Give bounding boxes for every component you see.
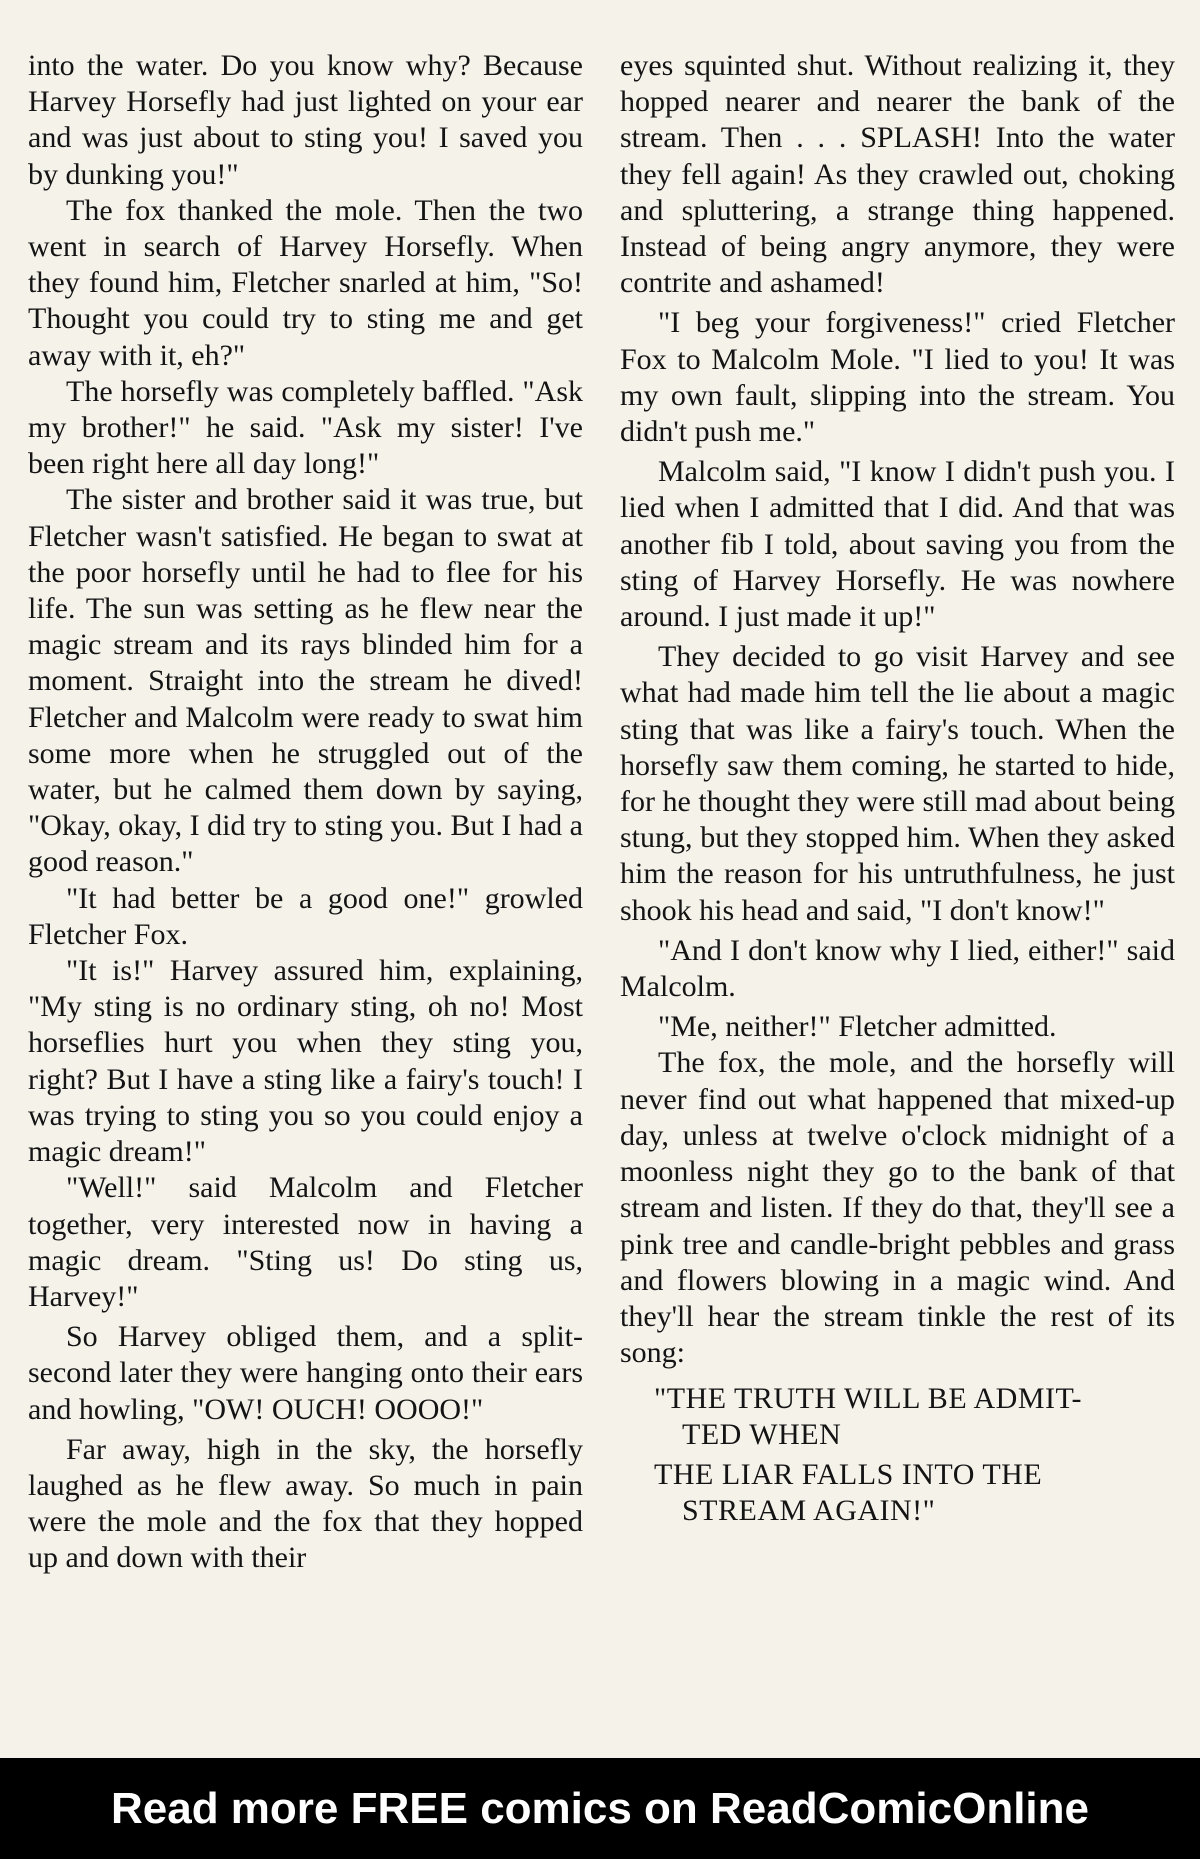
footer-banner <box>0 1758 1200 1859</box>
song-verse <box>620 1381 1175 1529</box>
song-line: "THE TRUTH WILL BE ADMIT- <box>654 1382 1083 1416</box>
paragraph: The sister and brother said it was true, but Fletcher wasn't satisfied. He began to swat at the poor horsefly until he had to flee for his life. The sun was setting as he flew near the magic stream and its rays blinded him for a moment. Straight into the stream he dived! Fletcher and Malcolm were ready to swat him some more when he struggled out of the water, but he calmed them down by saying, "Okay, okay, I did try to sting you. But I had a good reason." <box>28 483 583 879</box>
song-line: STREAM AGAIN!" <box>682 1494 936 1528</box>
paragraph: "It is!" Harvey assured him, explaining, "My sting is no ordinary sting, oh no! Most horseflies hurt you when they sting you, right? But I have a sting like a fairy's touch! I was trying to sting you so you could enjoy a magic dream!" <box>28 954 583 1169</box>
paragraph: into the water. Do you know why? Because Harvey Horsefly had just lighted on your ear and was just about to sting you! I saved you by dunking you!" <box>28 49 583 191</box>
paragraph: The fox, the mole, and the horsefly will never find out what happened that mixed-up day, unless at twelve o'clock midnight of a moonless night they go to the bank of that stream and listen. If they do that, they'll see a pink tree and candle-bright pebbles and grass and flowers blowing in a magic wind. And they'll hear the stream tinkle the rest of its song: <box>620 1046 1175 1370</box>
paragraph: "Me, neither!" Fletcher admitted. <box>658 1010 1057 1044</box>
footer-link[interactable]: Read more FREE comics on ReadComicOnline <box>110 1783 1089 1833</box>
paragraph: "And I don't know why I lied, either!" said Malcolm. <box>620 933 1175 1004</box>
paragraph: So Harvey obliged them, and a split-second later they were hanging onto their ears and howling, "OW! OUCH! OOOO!" <box>28 1320 583 1426</box>
song-line: TED WHEN <box>682 1418 842 1452</box>
song-line: THE LIAR FALLS INTO THE <box>654 1458 1043 1492</box>
paragraph: The fox thanked the mole. Then the two went in search of Harvey Horsefly. When they found him, Fletcher snarled at him, "So! Thought you could try to sting me and get away with it, eh?" <box>28 193 583 372</box>
paragraph: Far away, high in the sky, the horsefly laughed as he flew away. So much in pain were the mole and the fox that they hopped up and down with their <box>28 1432 583 1575</box>
paragraph: "Well!" said Malcolm and Fletcher together, very interested now in having a magic dream. "Sting us! Do sting us, Harvey!" <box>28 1171 583 1313</box>
paragraph: Malcolm said, "I know I didn't push you. I lied when I admitted that I did. And that was another fib I told, about saving you from the sting of Harvey Horsefly. He was nowhere around. I just made it up!" <box>620 455 1175 634</box>
paragraph: "It had better be a good one!" growled Fletcher Fox. <box>28 881 583 951</box>
right-text-column <box>620 48 1175 1529</box>
left-text-column <box>28 48 583 1577</box>
paragraph: "I beg your forgiveness!" cried Fletcher Fox to Malcolm Mole. "I lied to you! It was my own fault, slipping into the stream. You didn't push me." <box>620 306 1175 449</box>
paragraph: The horsefly was completely baffled. "Ask my brother!" he said. "Ask my sister! I've been right here all day long!" <box>28 374 583 481</box>
paragraph: They decided to go visit Harvey and see what had made him tell the lie about a magic sting that was like a fairy's touch. When the horsefly saw them coming, he started to hide, for he thought they were still mad about being stung, but they stopped him. When they asked him the reason for his untruthfulness, he just shook his head and said, "I don't know!" <box>620 640 1175 927</box>
paragraph: eyes squinted shut. Without realizing it, they hopped nearer and nearer the bank of the stream. Then . . . SPLASH! Into the water they fell again! As they crawled out, choking and spluttering, a strange thing happened. Instead of being angry anymore, they were contrite and ashamed! <box>620 49 1175 300</box>
